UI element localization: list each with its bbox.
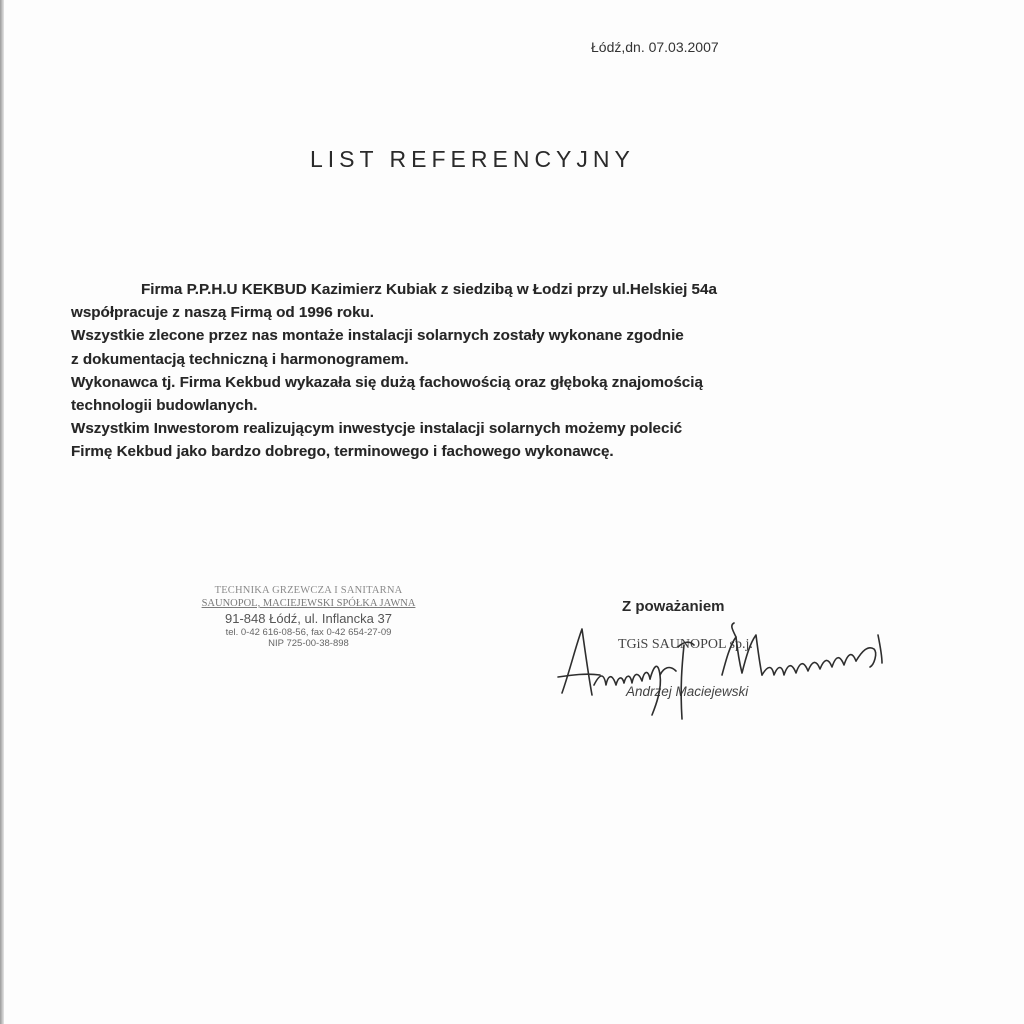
body-line: współpracuje z naszą Firmą od 1996 roku. <box>71 304 375 322</box>
body-line: technologii budowlanych. <box>71 397 258 415</box>
stamp-line-company: SAUNOPOL, MACIEJEWSKI SPÓŁKA JAWNA <box>201 598 416 609</box>
closing-company: TGiS SAUNOPOL sp.j. <box>618 637 753 652</box>
body-line: Firma P.P.H.U KEKBUD Kazimierz Kubiak z siedzibą w Łodzi przy ul.Helskiej 54a <box>141 281 717 298</box>
company-stamp <box>196 585 421 649</box>
body-line: Wszystkie zlecone przez nas montaże instalacji solarnych zostały wykonane zgodnie <box>71 327 684 345</box>
signer-name: Andrzej Maciejewski <box>626 684 749 699</box>
letter-date: Łódź,dn. 07.03.2007 <box>591 39 719 55</box>
body-line: Firmę Kekbud jako bardzo dobrego, terminowego i fachowego wykonawcę. <box>71 443 614 461</box>
stamp-line-phone: tel. 0-42 616-08-56, fax 0-42 654-27-09 <box>225 627 392 638</box>
body-line: Wszystkim Inwestorom realizującym inwestycje instalacji solarnych możemy polecić <box>71 420 683 438</box>
stamp-line-trade: TECHNIKA GRZEWCZA I SANITARNA <box>214 585 403 596</box>
letter-body <box>71 278 861 464</box>
closing-greeting: Z poważaniem <box>622 598 725 615</box>
body-line: z dokumentacją techniczną i harmonogramem. <box>71 350 409 368</box>
handwritten-signature <box>552 615 892 725</box>
body-line: Wykonawca tj. Firma Kekbud wykazała się dużą fachowością oraz głęboką znajomością <box>71 373 703 391</box>
stamp-line-address: 91-848 Łódź, ul. Inflancka 37 <box>225 611 392 626</box>
letter-title: LIST REFERENCYJNY <box>310 146 635 172</box>
stamp-line-nip: NIP 725-00-38-898 <box>268 638 349 649</box>
page-edge-shadow <box>0 0 4 1024</box>
